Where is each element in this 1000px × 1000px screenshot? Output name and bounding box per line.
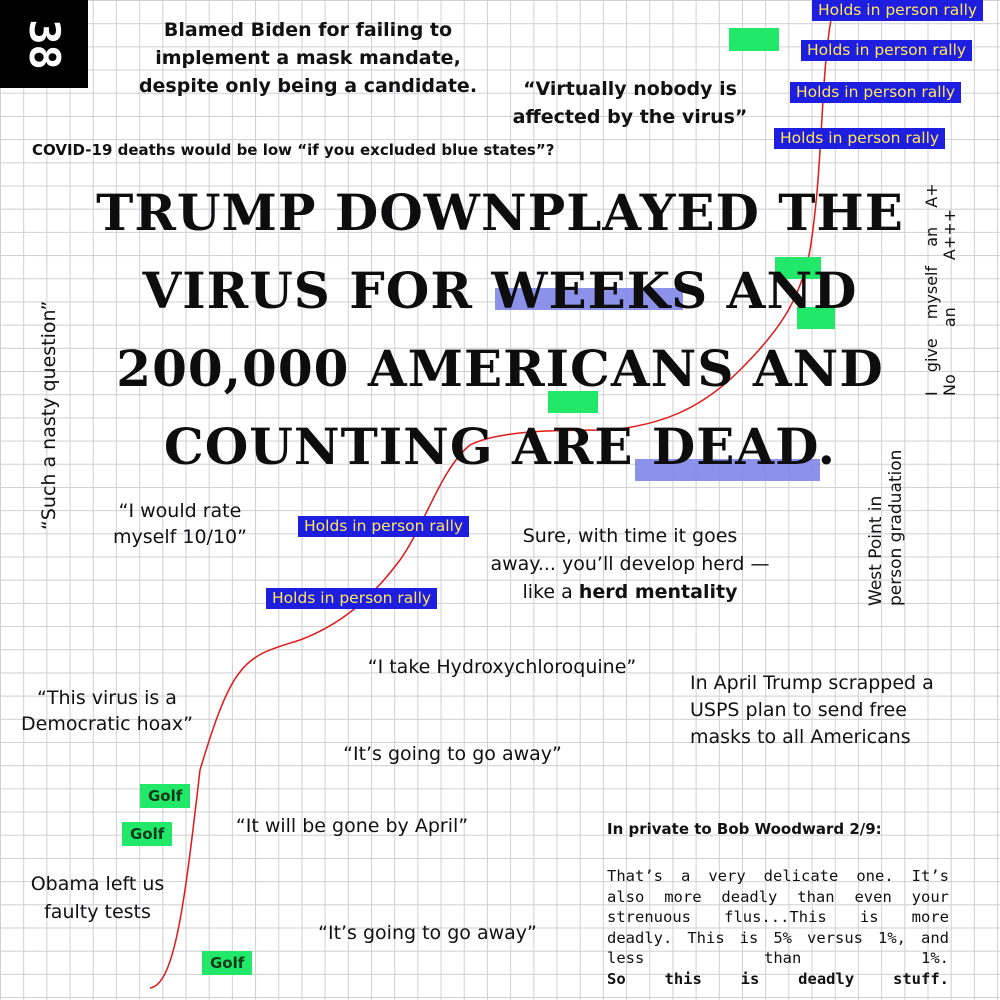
quote-herd — [490, 522, 770, 606]
rally-label: Holds in person rally — [266, 588, 437, 609]
quote-hydroxy: “I take Hydroxychloroquine” — [367, 656, 637, 678]
quote-rate-myself: “I would rate myself 10/10” — [113, 500, 247, 548]
quote-go-away-2: “It’s going to go away” — [318, 922, 537, 944]
give-myself-line-2: No an A+++ — [940, 208, 959, 396]
woodward-quote — [607, 866, 949, 989]
west-point-line-2: person graduation — [886, 449, 906, 606]
rally-label: Holds in person rally — [298, 516, 469, 537]
rally-label: Holds in person rally — [801, 40, 972, 61]
west-point-line-1: West Point in — [866, 495, 886, 606]
rally-label: Holds in person rally — [790, 82, 961, 103]
page-number-badge — [0, 0, 88, 88]
woodward-heading: In private to Bob Woodward 2/9: — [607, 820, 882, 838]
rally-label: Holds in person rally — [812, 0, 983, 21]
quote-herd-text: Sure, with time it goes away... you’ll develop herd — like a — [490, 525, 770, 603]
quote-gone-by-april: “It will be gone by April” — [235, 815, 469, 837]
give-myself-line-1: I give myself an A+ — [922, 183, 941, 396]
golf-marker — [729, 28, 779, 51]
golf-label: Golf — [122, 822, 172, 846]
golf-label: Golf — [202, 951, 252, 975]
quote-virtually-nobody: “Virtually nobody is affected by the virus” — [512, 78, 748, 128]
page-number: 38 — [19, 18, 69, 70]
quote-mask-mandate: Blamed Biden for failing to implement a mask mandate, despite only being a candidate. — [138, 19, 478, 97]
quote-democratic-hoax: “This virus is a Democratic hoax” — [21, 687, 193, 735]
headline: TRUMP DOWNPLAYED THE VIRUS FOR WEEKS AND 200,000 AMERICANS AND COUNTING ARE DEAD. — [96, 183, 904, 476]
quote-herd-bold: herd mentality — [578, 581, 738, 603]
golf-label: Golf — [140, 784, 190, 808]
woodward-body-text: That’s a very delicate one. It’s also more deadly than even your strenuous flus...This is more deadly. This is 5% versus 1%, and less than 1%. — [607, 867, 949, 967]
quote-go-away-1: “It’s going to go away” — [343, 743, 562, 765]
rally-label: Holds in person rally — [774, 128, 945, 149]
quote-nasty-question: “Such a nasty question” — [38, 300, 60, 530]
woodward-bold-text: So this is deadly stuff. — [607, 969, 949, 988]
quote-blue-states: COVID-19 deaths would be low “if you excluded blue states”? — [32, 141, 555, 159]
quote-obama: Obama left us faulty tests — [30, 873, 165, 923]
quote-usps: In April Trump scrapped a USPS plan to send free masks to all Americans — [690, 672, 934, 748]
